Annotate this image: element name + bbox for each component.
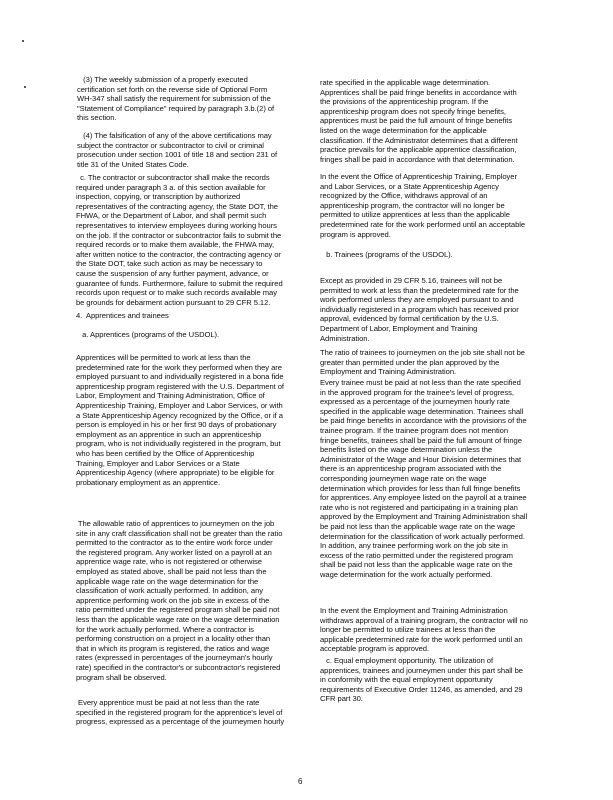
paragraph-apprentice-withdrawal: In the event the Office of Apprenticeship Training, Employer and Labor Services, or a State Apprenticeship Agency recognized by the Office, withdraws approval of an apprenticeship program, the contractor will no longer be permitted to utilize apprentices at less than the applicable predetermined rate for the work performed until an acceptable program is approved.	[320, 172, 526, 239]
section-heading-4: 4. Apprentices and trainees	[76, 311, 169, 320]
paragraph-apprentice-pay: Every apprentice must be paid at not less than the rate specified in the registered program for the apprentice's level of progress, expressed as a percentage of the journeymen hourly	[76, 698, 285, 727]
paragraph-trainee-pay: Every trainee must be paid at not less than the rate specified in the approved program for the trainee's level of progress, expressed as a percentage of the journeymen hourly rate specified in the applicable wage determination. Trainees shall be paid fringe benefits in accordance with the provisions of the trainee program. If the trainee program does not mention fringe benefits, trainees shall be paid the full amount of fringe benefits listed on the wage determination unless the Administrator of the Wage and Hour Division determines that there is an apprenticeship program associated with the corresponding journeymen wage rate on the wage determination which provides for less than full fringe benefits for apprentices. Any employee listed on the payroll at a trainee rate who is not registered and participating in a training plan approved by the Employment and Training Administration shall be paid not less than the applicable wage rate on the wage determination for the classification of work actually performed. In addition, any trainee performing work on the job site in excess of the ratio permitted under the registered program shall be paid not less than the applicable wage rate on the wage determination for the work actually performed.	[320, 378, 528, 579]
scan-mark	[24, 86, 26, 88]
paragraph-4c-equal-opportunity: c. Equal employment opportunity. The utilization of apprentices, trainees and journeymen under this part shall be in conformity with the equal employment opportunity requirements of Executive Order 11246, as amended, and 29 CFR part 30.	[320, 656, 523, 704]
paragraph-apprentices: Apprentices will be permitted to work at less than the predetermined rate for the work they performed when they are employed pursuant to and individually registered in a bona fide apprenticeship program registered with the U.S. Department of Labor, Employment and Training Administration, Office of Apprenticeship Training, Employer and Labor Services, or with a State Apprenticeship Agency recognized by the Office, or if a person is employed in his or her first 90 days of probationary employment as an apprentice in such an apprenticeship program, who is not individually registered in the program, but who has been certified by the Office of Apprenticeship Training, Employer and Labor Services or a State Apprenticeship Agency (where appropriate) to be eligible for probationary employment as an apprentice.	[76, 353, 284, 487]
subsection-heading-4b: b. Trainees (programs of the USDOL).	[320, 250, 453, 259]
paragraph-apprentice-fringe: rate specified in the applicable wage determination. Apprentices shall be paid fringe benefits in accordance with the provisions of the apprenticeship program. If the apprenticeship program does not specify fringe benefits, apprentices must be paid the full amount of fringe benefits listed on the wage determination for the applicable classification. If the Administrator determines that a different practice prevails for the applicable apprentice classification, fringes shall be paid in accordance with that determination.	[320, 78, 518, 164]
paragraph-3-4: (4) The falsification of any of the above certifications may subject the contractor or subcontractor to civil or criminal prosecution under section 1001 of title 18 and section 231 of title 31 of the United States Code.	[77, 131, 278, 169]
paragraph-trainee-withdrawal: In the event the Employment and Training Administration withdraws approval of a training program, the contractor will no longer be permitted to utilize trainees at less than the applicable predetermined rate for the work performed until an acceptable program is approved.	[320, 606, 528, 654]
paragraph-3c: c. The contractor or subcontractor shall make the records required under paragraph 3 a. of this section available for inspection, copying, or transcription by authorized representatives of the contracting agency, the State DOT, the FHWA, or the Department of Labor, and shall permit such representatives to interview employees during working hours on the job. If the contractor or subcontractor fails to submit the required records or to make them available, the FHWA may, after written notice to the contractor, the contracting agency or the State DOT, take such action as may be necessary to cause the suspension of any further payment, advance, or guarantee of funds. Furthermore, failure to submit the required records upon request or to make such records available may be grounds for debarment action pursuant to 29 CFR 5.12.	[76, 173, 283, 307]
paragraph-apprentice-ratio: The allowable ratio of apprentices to journeymen on the job site in any craft classification shall not be greater than the ratio permitted to the contractor as to the entire work force under the registered program. Any worker listed on a payroll at an apprentice wage rate, who is not registered or otherwise employed as stated above, shall be paid not less than the applicable wage rate on the wage determination for the classification of work actually performed. In addition, any apprentice performing work on the job site in excess of the ratio permitted under the registered program shall be paid not less than the applicable wage rate on the wage determination for the work actually performed. Where a contractor is performing construction on a project in a locality other than that in which its program is registered, the ratios and wage rates (expressed in percentages of the journeyman's hourly rate) specified in the contractor's or subcontractor's registered program shall be observed.	[76, 519, 283, 682]
paragraph-3-3: (3) The weekly submission of a properly executed certification set forth on the reverse side of Optional Form WH-347 shall satisfy the requirement for submission of the "Statement of Compliance" required by paragraph 3.b.(2) of this section.	[77, 75, 275, 123]
scan-mark	[22, 40, 24, 42]
subsection-heading-4a: a. Apprentices (programs of the USDOL).	[76, 330, 220, 339]
paragraph-trainee-ratio: The ratio of trainees to journeymen on the job site shall not be greater than permitted under the plan approved by the Employment and Training Administration.	[320, 348, 525, 377]
paragraph-trainees: Except as provided in 29 CFR 5.16, trainees will not be permitted to work at less than the predetermined rate for the work performed unless they are employed pursuant to and individually registered in a program which has received prior approval, evidenced by formal certification by the U.S. Department of Labor, Employment and Training Administration.	[320, 276, 519, 343]
page-number: 6	[298, 777, 303, 786]
